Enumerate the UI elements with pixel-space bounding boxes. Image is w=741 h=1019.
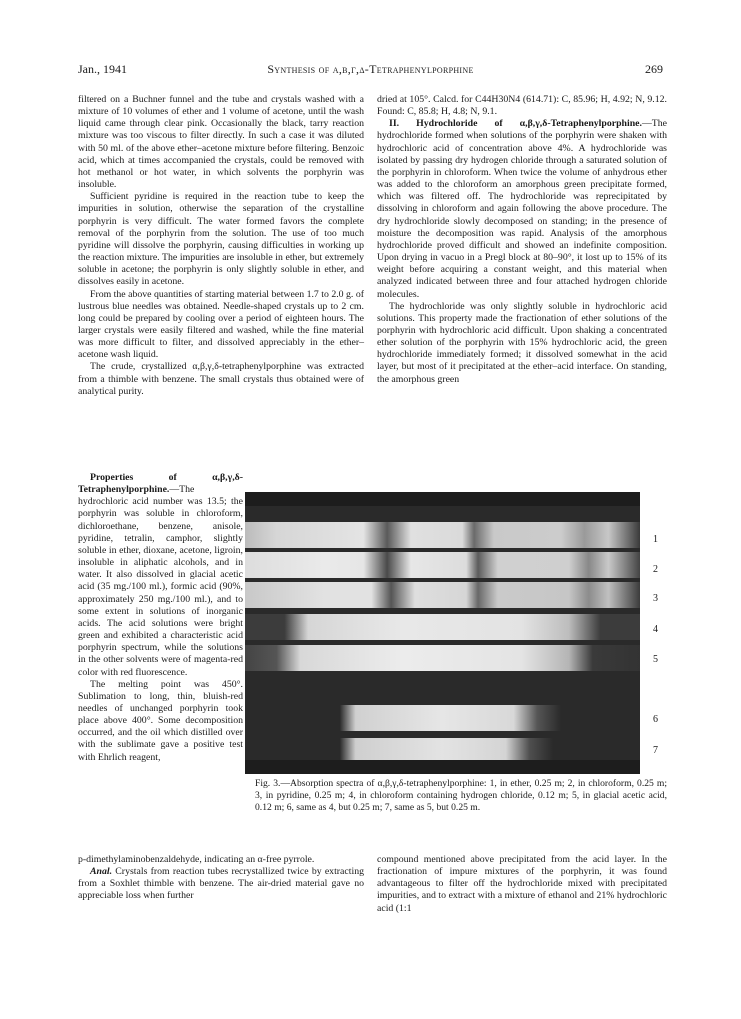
strip-label-7: 7	[653, 745, 658, 756]
bottom-right-column	[377, 854, 667, 915]
hydrochloride-paragraph	[377, 118, 667, 300]
spectrum-strip-4	[245, 614, 640, 640]
strip-label-6: 6	[653, 714, 658, 725]
strip-label-2: 2	[653, 564, 658, 575]
bottom-right-paragraph: compound mentioned above precipitated from the acid layer. In the fractionation of impure mixtures of the porphyrin, it was found advantageous to filter off the hydrochloride mixed with precipitated impurities, and to extract with a mixture of ethanol and 21% hydrochloric acid (1:1	[377, 854, 667, 914]
spectrum-strip-1	[245, 522, 640, 548]
analysis-body: Crystals from reaction tubes recrystallized twice by extracting from a Soxhlet thimble with benzene. The air-dried material gave no appreciable loss when further	[78, 866, 364, 902]
hydrochloride-body: —The hydrochloride formed when solutions of the porphyrin were shaken with hydrochloric acid of concentration above 4%. A hydrochloride was isolated by passing dry hydrogen chloride through a saturated solution of the porphyrin in chloroform. When twice the volume of anhydrous ether was added to the chloroform an amorphous green precipitate formed, which was filtered off. The hydrochloride was reprecipitated by dissolving in chloroform and again following the above procedure. The dry hydrochloride slowly decomposed on standing; in the presence of moisture the decomposition was rapid. Analysis of the amorphous hydrochloride proved difficult and showed an indefinite composition. Upon drying in vacuo in a Pregl block at 80–90°, it lost up to 15% of its weight before acquiring a constant weight, and this material when analyzed indicated between three and four attached hydrogen chloride molecules.	[377, 118, 667, 300]
properties-body: —The hydrochloric acid number was 13.5; the porphyrin was soluble in chloroform, dichloroethane, benzene, anisole, pyridine, tetralin, camphor, slightly soluble in ether, dioxane, acetone, ligroin, insoluble in aliphatic alcohols, and in water. It also dissolved in glacial acetic acid (35 mg./100 ml.), formic acid (90%, approximately 250 mg./100 ml.), and to some extent in solutions of inorganic acids. The acid solutions were bright green and exhibited a characteristic acid porphyrin spectrum, while the solutions in the other solvents were of magenta-red color with red fluorescence.	[78, 484, 243, 678]
melting-point-paragraph: The melting point was 450°. Sublimation to long, thin, bluish-red needles of unchanged porphyrin took place above 400°. Some decomposition occurred, and the oil which distilled over with the sublimate gave a positive test with Ehrlich reagent,	[78, 678, 243, 763]
page-number: 269	[645, 62, 663, 76]
spectrum-strip-3	[245, 582, 640, 608]
left-paragraph-3: From the above quantities of starting material between 1.7 to 2.0 g. of lustrous blue needles was obtained. Needle-shaped crystals up to 2 cm. long could be prepared by cooling over a period of eighteen hours. The larger crystals were easily filtered and washed, while the fine material was more difficult to filter, and dissolved appreciably in the ether–acetone wash liquid.	[78, 288, 364, 361]
running-header	[78, 62, 663, 78]
strip-label-1: 1	[653, 534, 658, 545]
header-date: Jan., 1941	[78, 62, 127, 76]
figure-caption	[245, 778, 667, 814]
strip-number-labels	[653, 492, 673, 774]
right-column	[377, 94, 667, 386]
narrow-column	[78, 472, 243, 764]
strip-label-5: 5	[653, 654, 658, 665]
spectrum-strip-5	[245, 645, 640, 671]
figure-caption-text: Fig. 3.—Absorption spectra of α,β,γ,δ-tetraphenylporphine: 1, in ether, 0.25 m; 2, in chloroform, 0.25 m; 3, in pyridine, 0.25 m; 4, in chloroform containing hydrogen chloride, 0.12 m; 5, in glacial acetic acid, 0.12 m; 6, same as 4, but 0.25 m; 7, same as 5, but 0.25 m.	[255, 778, 667, 813]
hydrochloride-heading: II. Hydrochloride of α,β,γ,δ-Tetraphenylporphine.	[389, 118, 642, 130]
right-paragraph-1: dried at 105°. Calcd. for C44H30N4 (614.71): C, 85.96; H, 4.92; N, 9.12. Found: C, 85.8; H, 4.8; N, 9.1.	[377, 94, 667, 118]
left-paragraph-4: The crude, crystallized α,β,γ,δ-tetraphenylporphine was extracted from a thimble with benzene. The small crystals thus obtained were of analytical purity.	[78, 361, 364, 397]
spectrum-strip-2	[245, 552, 640, 578]
absorption-spectra-photo	[245, 492, 640, 774]
left-paragraph-1: filtered on a Buchner funnel and the tube and crystals washed with a mixture of 10 volumes of ether and 1 volume of acetone, until the wash liquid came through clear pink. Occasionally the black, tarry reaction mixture was too viscous to filter directly. In such a case it was diluted with 50 ml. of the above ether–acetone mixture before filtering. Benzoic acid, which at times accompanied the crystals, could be removed with hot methanol or hot water, in which solvents the porphyrin was insoluble.	[78, 94, 364, 191]
left-paragraph-2: Sufficient pyridine is required in the reaction tube to keep the impurities in solution, otherwise the separation of the crystalline porphyrin is very difficult. The water formed favors the complete removal of the porphyrin from the solution. The use of too much pyridine will dissolve the porphyrin, causing difficulties in working up the reaction mixture. The impurities are insoluble in ether, but extremely soluble in acetone; the porphyrin is only slightly soluble in ether, and dissolves easily in acetone.	[78, 191, 364, 288]
strip-label-4: 4	[653, 624, 658, 635]
film-border-top	[245, 492, 640, 506]
header-title: Synthesis of α,β,γ,δ-Tetraphenylporphine	[267, 62, 474, 76]
spectrum-strip-6	[245, 705, 640, 731]
bottom-left-column	[78, 854, 364, 903]
properties-heading: Properties of α,β,γ,δ-Tetraphenylporphine.	[78, 472, 243, 496]
strip-label-3: 3	[653, 593, 658, 604]
left-column	[78, 94, 364, 398]
ehrlich-continuation: p-dimethylaminobenzaldehyde, indicating an α-free pyrrole.	[78, 854, 315, 865]
analysis-paragraph	[78, 866, 364, 902]
properties-paragraph	[78, 472, 243, 679]
film-border-bottom	[245, 760, 640, 774]
analysis-heading: Anal.	[90, 866, 113, 878]
right-paragraph-3: The hydrochloride was only slightly soluble in hydrochloric acid solutions. This property made the fractionation of ether solutions of the porphyrin with hydrochloric acid difficult. Upon shaking a concentrated ether solution of the porphyrin with 15% hydrochloric acid, the green hydrochloride immediately formed; it dissolved somewhat in the acid layer, but most of it precipitated at the ether–acid interface. On standing, the amorphous green	[377, 300, 667, 385]
